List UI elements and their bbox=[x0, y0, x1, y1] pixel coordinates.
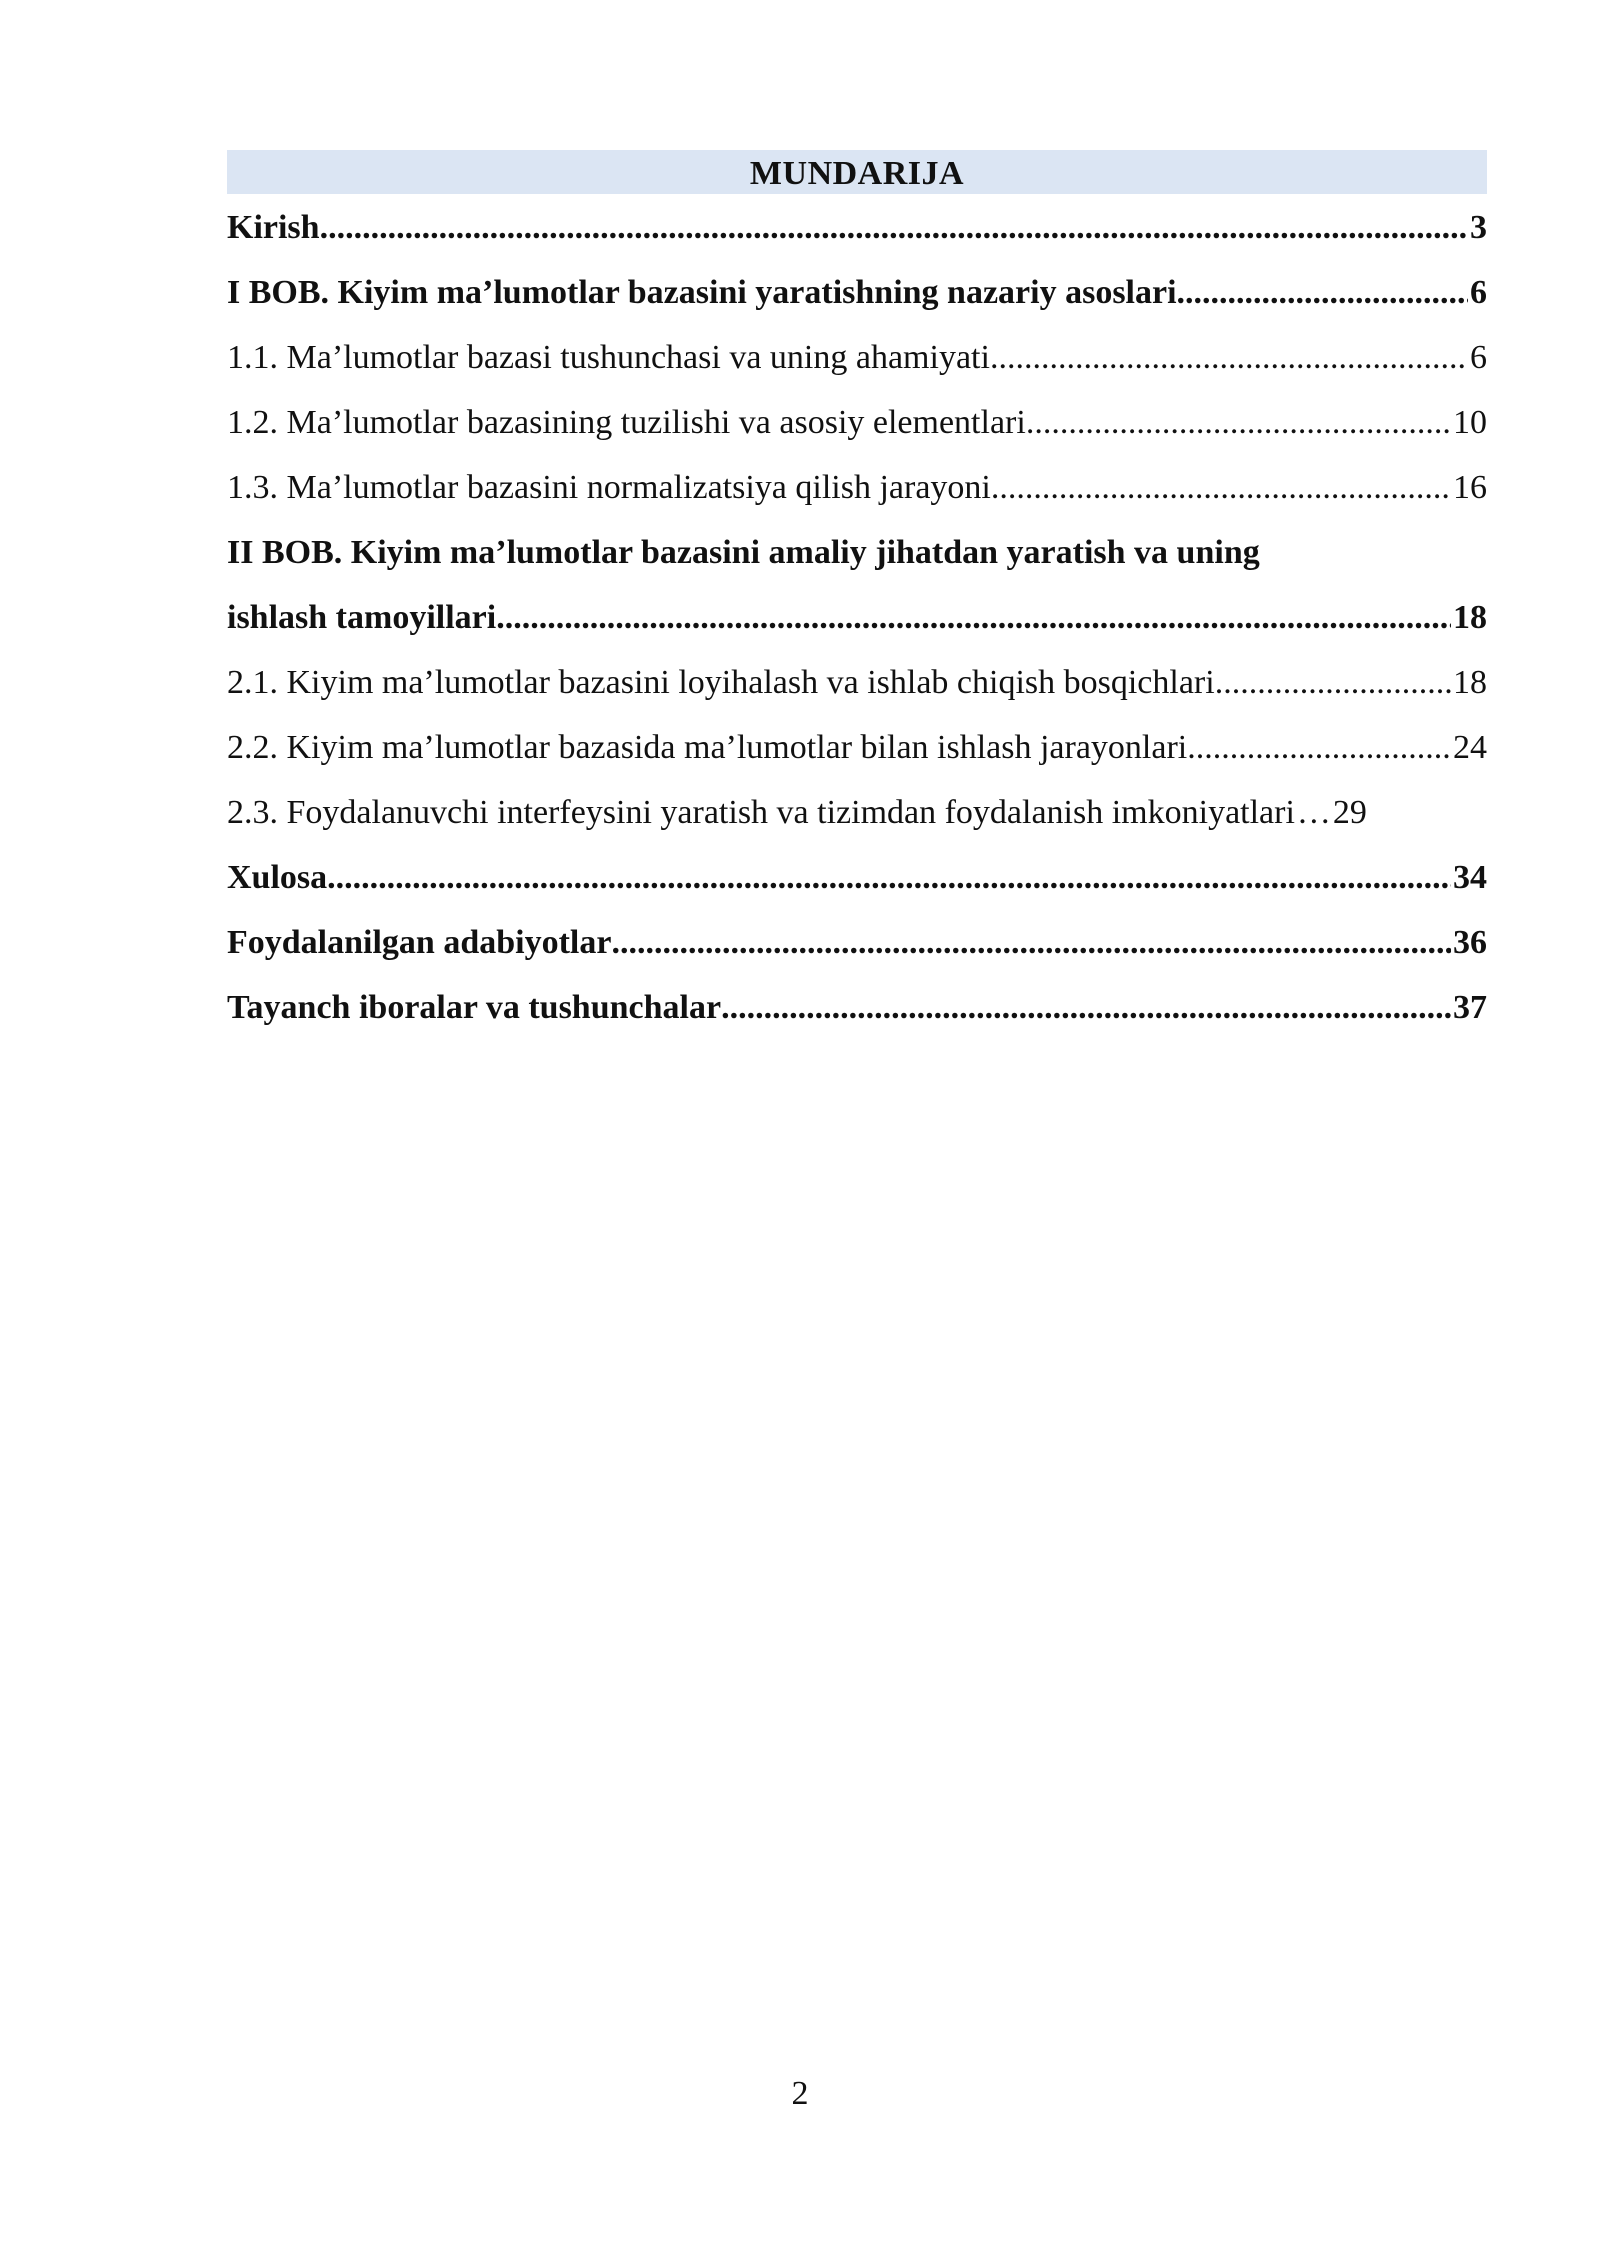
toc-dot-leader bbox=[721, 975, 1451, 1040]
toc-entry-adabiyotlar[interactable] bbox=[227, 910, 1487, 975]
toc-dot-leader bbox=[1026, 390, 1451, 455]
toc-dot-leader bbox=[320, 195, 1468, 260]
page-number: 2 bbox=[791, 2075, 809, 2112]
toc-entry-section-2-3[interactable] bbox=[227, 780, 1487, 845]
toc-dot-leader bbox=[1187, 715, 1451, 780]
toc-entry-page: 3 bbox=[1470, 209, 1487, 246]
toc-entry-label: Tayanch iboralar va tushunchalar bbox=[227, 989, 722, 1026]
toc-entry-section-1-2[interactable] bbox=[227, 390, 1487, 455]
toc-entry-page: 16 bbox=[1453, 469, 1487, 506]
toc-entry-label: 2.1. Kiyim ma’lumotlar bazasini loyihalash va ishlab chiqish bosqichlari bbox=[227, 664, 1215, 701]
table-of-contents bbox=[227, 150, 1487, 1040]
toc-dot-leader bbox=[1177, 260, 1468, 325]
toc-entry-label: Foydalanilgan adabiyotlar bbox=[227, 924, 612, 961]
toc-entry-label: 2.2. Kiyim ma’lumotlar bazasida ma’lumotlar bilan ishlash jarayonlari bbox=[227, 729, 1188, 766]
toc-entry-section-1-3[interactable] bbox=[227, 455, 1487, 520]
toc-entry-section-2-2[interactable] bbox=[227, 715, 1487, 780]
toc-dot-leader bbox=[1215, 650, 1451, 715]
toc-dot-leader bbox=[990, 325, 1468, 390]
toc-entry-label: Kirish bbox=[227, 209, 320, 246]
toc-entry-tayanch-iboralar[interactable] bbox=[227, 975, 1487, 1040]
toc-entry-page: 6 bbox=[1470, 274, 1487, 311]
toc-entry-chapter-2[interactable] bbox=[227, 585, 1487, 650]
toc-entry-separator: … bbox=[1296, 794, 1331, 831]
toc-entry-page: 36 bbox=[1453, 924, 1487, 961]
toc-entry-page: 18 bbox=[1453, 599, 1487, 636]
toc-entry-label: 2.3. Foydalanuvchi interfeysini yaratish va tizimdan foydalanish imkoniyatlari bbox=[227, 794, 1295, 831]
toc-entry-kirish[interactable] bbox=[227, 195, 1487, 260]
toc-entry-chapter-1[interactable] bbox=[227, 260, 1487, 325]
toc-entry-page: 29 bbox=[1332, 794, 1367, 831]
toc-dot-leader bbox=[327, 845, 1451, 910]
toc-title: MUNDARIJA bbox=[227, 150, 1487, 194]
toc-entry-page: 24 bbox=[1453, 729, 1487, 766]
toc-entry-page: 10 bbox=[1453, 404, 1487, 441]
toc-dot-leader bbox=[496, 585, 1451, 650]
toc-entry-label: 1.1. Ma’lumotlar bazasi tushunchasi va uning ahamiyati bbox=[227, 339, 990, 376]
toc-entry-label: ishlash tamoyillari bbox=[227, 599, 497, 636]
toc-entry-section-1-1[interactable] bbox=[227, 325, 1487, 390]
toc-entry-page: 18 bbox=[1453, 664, 1487, 701]
toc-dot-leader bbox=[991, 455, 1451, 520]
toc-entry-label: Xulosa bbox=[227, 859, 328, 896]
toc-entry-xulosa[interactable] bbox=[227, 845, 1487, 910]
toc-entry-page: 37 bbox=[1453, 989, 1487, 1026]
toc-entry-page: 6 bbox=[1470, 339, 1487, 376]
toc-entry-label: 1.3. Ma’lumotlar bazasini normalizatsiya qilish jarayoni bbox=[227, 469, 991, 506]
toc-entry-label: I BOB. Kiyim ma’lumotlar bazasini yaratishning nazariy asoslari bbox=[227, 274, 1177, 311]
toc-entry-page: 34 bbox=[1453, 859, 1487, 896]
toc-entry-section-2-1[interactable] bbox=[227, 650, 1487, 715]
toc-entry-label: 1.2. Ma’lumotlar bazasining tuzilishi va asosiy elementlari bbox=[227, 404, 1026, 441]
toc-dot-leader bbox=[611, 910, 1451, 975]
toc-entry-chapter-2-line-1[interactable]: II BOB. Kiyim ma’lumotlar bazasini amaliy jihatdan yaratish va uning bbox=[227, 534, 1260, 571]
